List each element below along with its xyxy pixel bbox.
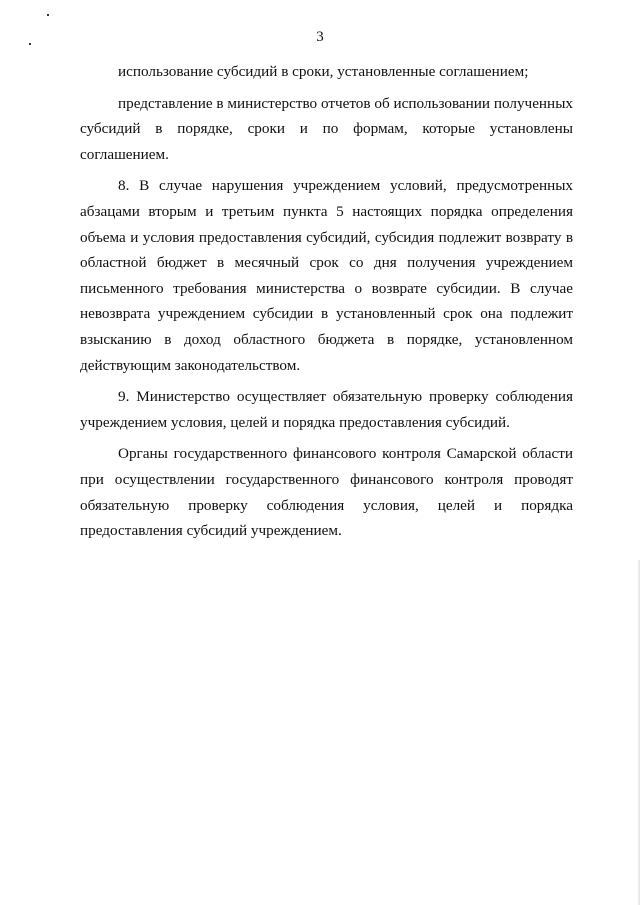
paragraph-financial-control: Органы государственного финансового контроля Самарской области при осуществлении государственного финансового контроля проводят обязательную проверку соблюдения условия, целей и порядка предоставления субсидий учреждением. — [80, 445, 573, 540]
paragraph-clause-8: 8. В случае нарушения учреждением условий, предусмотренных абзацами вторым и третьим пункта 5 настоящих порядка определения объема и условия предоставления субсидий, субсидия подлежит возврату в областной бюджет в месячный срок со дня получения учреждением письменного требования министерства о возврате субсидии. В случае невозврата учреждением субсидии в установленный срок она подлежит взысканию в доход областного бюджета в порядке, установленном действующим законодательством. — [80, 177, 573, 374]
paragraph-reporting: представление в министерство отчетов об использовании полученных субсидий в порядке, сроки и по формам, которые установлены соглашением. — [80, 94, 573, 163]
page-number: 3 — [316, 29, 324, 45]
paragraph-usage-deadlines: использование субсидий в сроки, установленные соглашением; — [118, 63, 529, 80]
paragraph-clause-9: 9. Министерство осуществляет обязательную проверку соблюдения учреждением условия, целей и порядка предоставления субсидий. — [80, 388, 573, 431]
scan-speck — [47, 14, 49, 16]
document-body — [80, 59, 573, 544]
